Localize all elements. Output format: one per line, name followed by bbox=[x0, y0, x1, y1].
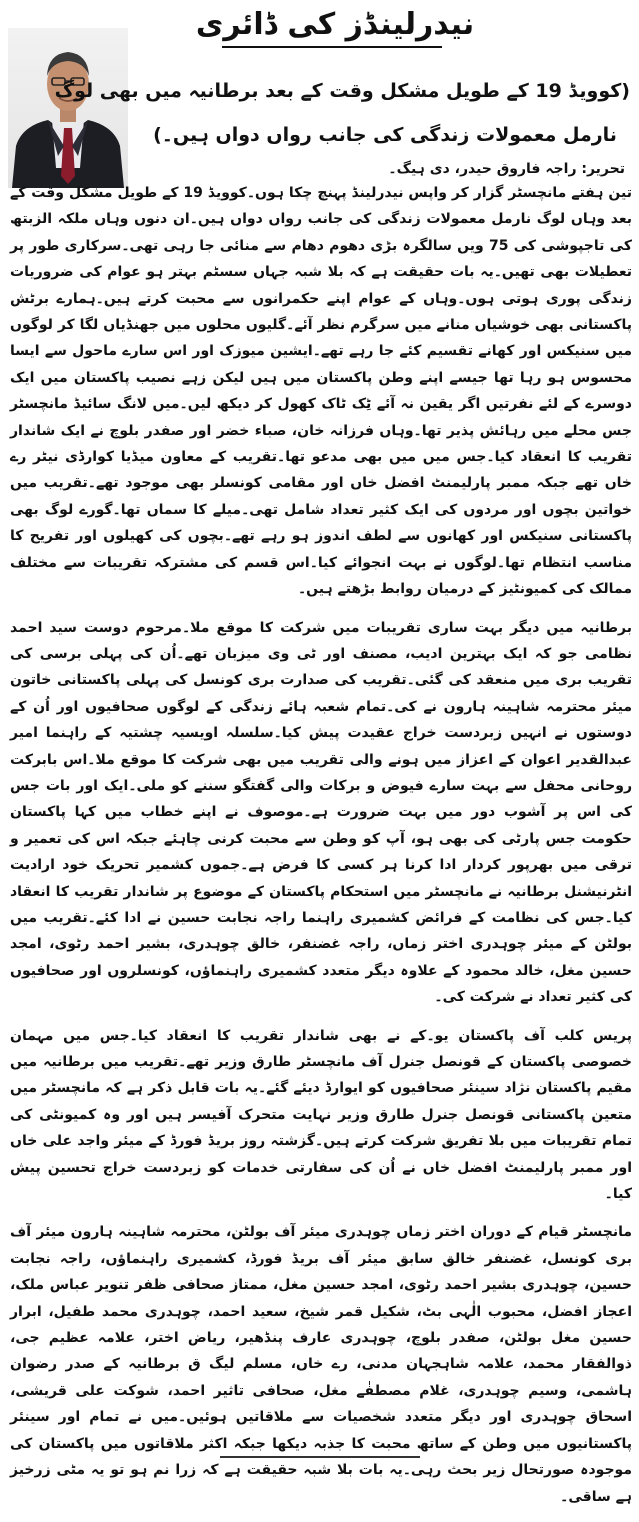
author-photo bbox=[8, 28, 128, 188]
title-underline bbox=[222, 46, 442, 48]
article-paragraph: پریس کلب آف پاکستان یو۔کے نے بھی شاندار تقریب کا انعقاد کیا۔جس میں مہمان خصوصی پاکستان کے قونصل جنرل آف مانچسٹر طارق وزیر تھے۔تقریب میں برطانیہ میں مقیم پاکستان نژاد سینئر صحافیوں کو ایوارڈ دیئے گئے۔یہ بات قابل ذکر ہے کہ مانچسٹر میں متعین پاکستانی قونصل جنرل طارق وزیر نہایت متحرک آفیسر ہیں اور وہ کمیونٹی کی تمام تقریبات میں بلا تفریق شرکت کرتے ہیں۔گزشتہ روز بریڈ فورڈ کے میئر واجد علی خاں اور ممبر پارلیمنٹ افضل خاں نے اُن کی سفارتی خدمات کو زبردست خراج تحسین پیش کیا۔ bbox=[10, 1027, 632, 1203]
bottom-divider bbox=[220, 1456, 420, 1458]
article-paragraph: برطانیہ میں دیگر بہت ساری تقریبات میں شرکت کا موقع ملا۔مرحوم دوست سید احمد نظامی جو کہ ایک بہترین ادیب، مصنف اور ٹی وی میزبان تھے۔اُن کی پہلی برسی کی تقریب بری میں منعقد کی گئی۔تقریب کی صدارت بری کونسل کی پہلی پاکستانی خاتون میئر محترمہ شاہینہ ہارون نے کی۔تمام شعبہ ہائے زندگی کے لوگوں صحافیوں اور اُن کے دوستوں نے انہیں زبردست خراج عقیدت پیش کیا۔سلسلہ اویسیہ چشتیہ کے راہنما امیر عبدالقدیر اعوان کے اعزاز میں ہونے والی تقریب میں بھی شرکت کا موقع ملا۔اس بابرکت روحانی محفل سے بہت سارے فیوض و برکات والی گفتگو سننے کو ملی۔ایک اور بات جس کی اس پر آشوب دور میں بہت ضرورت ہے۔موصوف نے اپنے خطاب میں کہا پاکستان حکومت جس پارٹی کی بھی ہو، آپ کو وطن سے محبت کرنی چاہئے جبکہ اس کی تعمیر و ترقی میں بھرپور کردار ادا کرنا ہر کسی کا فرض ہے۔جموں کشمیر تحریک خود ارادیت انٹرنیشنل برطانیہ نے مانچسٹر میں استحکام پاکستان کے موضوع پر شاندار تقریب کا انعقاد کیا۔جس کی نظامت کے فرائض کشمیری راہنما راجہ نجابت حسین نے ادا کئے۔تقریب میں بولٹن کے میئر چوہدری اختر زماں، راجہ غضنفر، خالق چوہدری، بشیر احمد رٹوی، امجد حسین مغل، خالد محمود کے علاوہ دیگر متعدد کشمیری راہنماؤں، کونسلروں اور صحافیوں کی کثیر تعداد نے شرکت کی۔ bbox=[10, 619, 632, 1006]
subtitle-line-2: نارمل معمولات زندگی کی جانب رواں دواں ہیں۔) bbox=[153, 124, 617, 146]
author-portrait-icon bbox=[8, 28, 128, 188]
article-body bbox=[10, 180, 632, 1522]
byline: تحریر: راجہ فاروق حیدر، دی ہیگ۔ bbox=[388, 161, 625, 177]
page-title: نیدرلینڈز کی ڈائری bbox=[195, 7, 475, 42]
article-paragraph: مانچسٹر قیام کے دوران اختر زماں چوہدری میئر آف بولٹن، محترمہ شاہینہ ہارون میئر آف بری کونسل، غضنفر خالق سابق میئر آف بریڈ فورڈ، کشمیری راہنماؤں، راجہ نجابت حسین، چوہدری بشیر احمد رٹوی، امجد حسین مغل، ممتاز صحافی ظفر تنویر عباس ملک، اعجاز افضل، محبوب الٰہی بٹ، شکیل قمر شیخ، سعید احمد، چوہدری محمد طفیل، ابرار حسین مغل بولٹن، صفدر بلوچ، چوہدری عارف پنڈھیر، ریاض اختر، علامہ عظیم جی، ذوالفقار محمد، علامہ شاہجہان مدنی، رے خاں، مسلم لیگ ق برطانیہ کے صدر رضوان ہاشمی، وسیم چوہدری، غلام مصطفٰے مغل، صحافی تاثیر احمد، شوکت علی قریشی، اسحاق چوہدری اور دیگر متعدد شخصیات سے ملاقاتیں ہوئیں۔میں نے تمام اور سینئر پاکستانیوں میں وطن کے ساتھ محبت کا جذبہ دیکھا جبکہ اکثر ملاقاتوں میں پاکستان کی موجودہ صورتحال زیر بحث رہی۔یہ بات بلا شبہ حقیقت ہے کہ زرا نم ہو تو یہ مٹی زرخیز ہے ساقی۔ bbox=[10, 1224, 632, 1505]
article-paragraph: تین ہفتے مانچسٹر گزار کر واپس نیدرلینڈ پہنچ چکا ہوں۔کوویڈ 19 کے طویل مشکل وقت کے بعد وہاں لوگ نارمل معمولات زندگی کی جانب رواں دواں ہیں۔ان دنوں وہاں ملکہ الزبتھ کی تاجپوشی کی 75 ویں سالگرہ بڑی دھوم دھام سے منائی جا رہی تھی۔سرکاری طور پر تعطیلات بھی تھیں۔یہ بات حقیقت ہے کہ بلا شبہ جہاں سسٹم بہتر ہو عوام کی ضروریات زندگی پوری ہوتی ہوں۔وہاں کے عوام اپنے حکمرانوں سے محبت کرتے ہیں۔ہمارے برٹش پاکستانی بھی خوشیاں منانے میں سرگرم نظر آئے۔گلیوں محلوں میں جھنڈیاں لگا کر لوگوں میں سنیکس اور کھانے تقسیم کئے جا رہے تھے۔ایشین میوزک اور اس سارے ماحول سے ایسا محسوس ہو رہا تھا جیسے اپنے وطن پاکستان میں ہیں لیکن زہے نصیب پاکستان میں ایک دوسرے کے لئے نفرتیں اگر یقین نہ آئے ٹِک ٹاک کھول کر دیکھ لیں۔میں لانگ سائیڈ مانچسٹر جس محلے میں رہائش پذیر تھا۔وہاں فرزانہ خان، صباء خضر اور صفدر بلوچ نے ایک شاندار تقریب کا انعقاد کیا۔جس میں میں بھی مدعو تھا۔تقریب کے معاون میڈیا کوارڈی نیٹر رے خاں تھے جبکہ ممبر پارلیمنٹ افضل خاں اور مقامی کونسلر بھی موجود تھے۔تقریب میں خواتین بچوں اور مردوں کی ایک کثیر تعداد شامل تھی۔میلے کا سماں تھا۔گورے لوگ بھی پاکستانی سنیکس اور کھانوں سے لطف اندوز ہو رہے تھے۔بچوں کی کھیلوں اور تفریح کا مناسب انتظام تھا۔لوگوں نے بہت انجوائے کیا۔اس قسم کی مشترکہ تقریبات سے مختلف ممالک کی کمیونٹیز کے درمیان روابط بڑھتے ہیں۔ bbox=[10, 185, 632, 598]
subtitle-line-1: (کوویڈ 19 کے طویل مشکل وقت کے بعد برطانیہ میں بھی لوگ bbox=[54, 80, 630, 102]
